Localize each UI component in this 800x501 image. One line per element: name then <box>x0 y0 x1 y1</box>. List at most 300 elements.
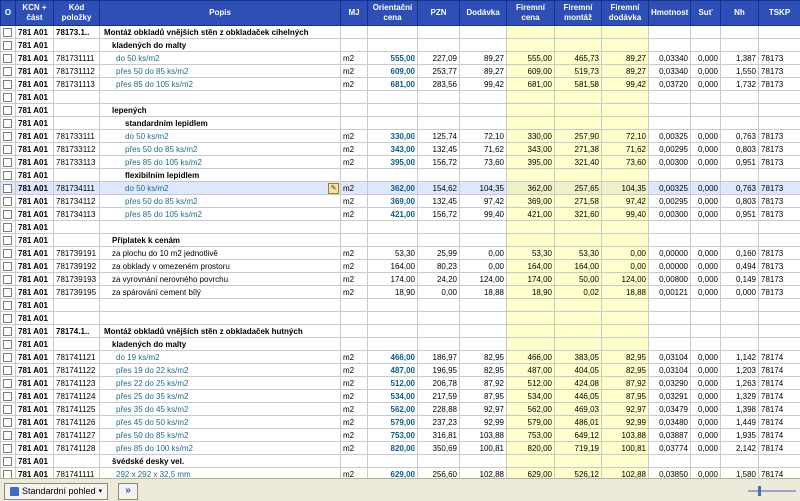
row-checkbox[interactable] <box>1 39 16 52</box>
pzn-cell <box>418 117 460 130</box>
table-row[interactable] <box>1 260 800 273</box>
description-cell: Montáž obkladů vnějších stěn z obkladaček cihelných <box>100 26 341 39</box>
table-row[interactable] <box>1 104 800 117</box>
code-cell: 781739195 <box>54 286 100 299</box>
column-header-hm[interactable]: Hmotnost <box>649 1 691 26</box>
table-row[interactable] <box>1 351 800 364</box>
column-header-fd[interactable]: Firemní dodávka <box>602 1 649 26</box>
orient-cell: 609,00 <box>368 65 418 78</box>
checkbox-icon[interactable] <box>3 431 12 440</box>
fm-cell <box>555 26 602 39</box>
fd-cell <box>602 299 649 312</box>
nh-cell <box>721 117 759 130</box>
tskp-cell: 78173 <box>759 143 800 156</box>
sut-cell: 0,000 <box>691 442 721 455</box>
sut-cell <box>691 234 721 247</box>
description-cell: přes 50 do 85 ks/m2 <box>100 429 341 442</box>
table-row[interactable] <box>1 221 800 234</box>
kcn-cell: 781 A01 <box>16 26 54 39</box>
fm-cell: 469,03 <box>555 403 602 416</box>
mj-cell <box>341 169 368 182</box>
kcn-cell: 781 A01 <box>16 247 54 260</box>
fd-cell: 0,00 <box>602 247 649 260</box>
checkbox-icon[interactable] <box>3 249 12 258</box>
hm-cell <box>649 312 691 325</box>
checkbox-icon[interactable] <box>3 288 12 297</box>
table-row[interactable] <box>1 286 800 299</box>
tskp-cell: 78173 <box>759 52 800 65</box>
pzn-cell: 186,97 <box>418 351 460 364</box>
checkbox-icon[interactable] <box>3 93 12 102</box>
tskp-cell: 78174 <box>759 468 800 479</box>
checkbox-icon[interactable] <box>3 171 12 180</box>
code-cell: 781739193 <box>54 273 100 286</box>
row-checkbox[interactable] <box>1 351 16 364</box>
column-header-fm[interactable]: Firemní montáž <box>555 1 602 26</box>
description-cell: přes 25 do 35 ks/m2 <box>100 390 341 403</box>
pzn-cell: 237,23 <box>418 416 460 429</box>
checkbox-icon[interactable] <box>3 145 12 154</box>
checkbox-icon[interactable] <box>3 67 12 76</box>
dod-cell: 18,88 <box>460 286 507 299</box>
column-header-sut[interactable]: Suť <box>691 1 721 26</box>
checkbox-icon[interactable] <box>3 327 12 336</box>
checkbox-icon[interactable] <box>3 262 12 271</box>
table-row[interactable] <box>1 182 800 195</box>
row-checkbox[interactable] <box>1 52 16 65</box>
nh-cell <box>721 338 759 351</box>
table-row[interactable] <box>1 429 800 442</box>
pzn-cell: 228,88 <box>418 403 460 416</box>
kcn-cell: 781 A01 <box>16 208 54 221</box>
description-cell: přes 50 do 85 ks/m2 <box>100 195 341 208</box>
code-cell <box>54 312 100 325</box>
sut-cell <box>691 221 721 234</box>
hm-cell <box>649 221 691 234</box>
checkbox-icon[interactable] <box>3 353 12 362</box>
column-header-pzn[interactable]: PZN <box>418 1 460 26</box>
column-header-kcn[interactable]: KCN + část <box>16 1 54 26</box>
fm-cell <box>555 39 602 52</box>
row-checkbox[interactable] <box>1 273 16 286</box>
description-cell: za plochu do 10 m2 jednotlivě <box>100 247 341 260</box>
checkbox-icon[interactable] <box>3 470 12 478</box>
sut-cell: 0,000 <box>691 65 721 78</box>
checkbox-icon[interactable] <box>3 418 12 427</box>
zoom-slider[interactable] <box>748 490 796 492</box>
sut-cell: 0,000 <box>691 364 721 377</box>
zoom-slider-thumb[interactable] <box>758 486 761 496</box>
nh-cell <box>721 325 759 338</box>
fd-cell: 100,81 <box>602 442 649 455</box>
checkbox-icon[interactable] <box>3 80 12 89</box>
checkbox-icon[interactable] <box>3 106 12 115</box>
mj-cell: m2 <box>341 130 368 143</box>
row-checkbox[interactable] <box>1 195 16 208</box>
hm-cell <box>649 325 691 338</box>
table-row[interactable] <box>1 169 800 182</box>
checkbox-icon[interactable] <box>3 392 12 401</box>
table-row[interactable] <box>1 455 800 468</box>
table-row[interactable] <box>1 312 800 325</box>
row-checkbox[interactable] <box>1 26 16 39</box>
mj-cell: m2 <box>341 390 368 403</box>
table-row[interactable] <box>1 156 800 169</box>
orient-cell: 466,00 <box>368 351 418 364</box>
table-row[interactable] <box>1 234 800 247</box>
row-checkbox[interactable] <box>1 260 16 273</box>
fm-cell: 257,90 <box>555 130 602 143</box>
tskp-cell <box>759 39 800 52</box>
table-row[interactable] <box>1 39 800 52</box>
column-header-kod[interactable]: Kód položky <box>54 1 100 26</box>
checkbox-icon[interactable] <box>3 158 12 167</box>
hm-cell: 0,03850 <box>649 468 691 479</box>
table-row[interactable] <box>1 273 800 286</box>
fc-cell: 512,00 <box>507 377 555 390</box>
fc-cell: 330,00 <box>507 130 555 143</box>
hm-cell: 0,03104 <box>649 351 691 364</box>
checkbox-icon[interactable] <box>3 457 12 466</box>
table-row[interactable] <box>1 78 800 91</box>
hm-cell: 0,03480 <box>649 416 691 429</box>
fm-cell: 519,73 <box>555 65 602 78</box>
dod-cell: 124,00 <box>460 273 507 286</box>
sut-cell: 0,000 <box>691 247 721 260</box>
mj-cell <box>341 312 368 325</box>
row-checkbox[interactable] <box>1 143 16 156</box>
row-checkbox[interactable] <box>1 286 16 299</box>
kcn-cell: 781 A01 <box>16 234 54 247</box>
row-checkbox[interactable] <box>1 208 16 221</box>
fd-cell <box>602 338 649 351</box>
orient-cell <box>368 91 418 104</box>
row-checkbox[interactable] <box>1 455 16 468</box>
fm-cell: 50,00 <box>555 273 602 286</box>
tskp-cell: 78174 <box>759 442 800 455</box>
column-header-dod[interactable]: Dodávka <box>460 1 507 26</box>
nh-cell: 1,398 <box>721 403 759 416</box>
code-cell <box>54 299 100 312</box>
table-row[interactable] <box>1 403 800 416</box>
fc-cell: 466,00 <box>507 351 555 364</box>
dod-cell: 100,81 <box>460 442 507 455</box>
pzn-cell: 217,59 <box>418 390 460 403</box>
row-checkbox[interactable] <box>1 468 16 479</box>
row-checkbox[interactable] <box>1 403 16 416</box>
row-checkbox[interactable] <box>1 429 16 442</box>
fd-cell: 124,00 <box>602 273 649 286</box>
fm-cell: 424,08 <box>555 377 602 390</box>
row-checkbox[interactable] <box>1 234 16 247</box>
row-checkbox[interactable] <box>1 221 16 234</box>
fc-cell <box>507 299 555 312</box>
pzn-cell: 156,72 <box>418 156 460 169</box>
kcn-cell: 781 A01 <box>16 416 54 429</box>
row-checkbox[interactable] <box>1 156 16 169</box>
row-checkbox[interactable] <box>1 377 16 390</box>
code-cell: 781731112 <box>54 65 100 78</box>
column-header-fc[interactable]: Firemní cena <box>507 1 555 26</box>
description-cell: přes 50 do 85 ks/m2 <box>100 143 341 156</box>
pzn-cell: 156,72 <box>418 208 460 221</box>
checkbox-icon[interactable] <box>3 210 12 219</box>
fm-cell: 321,40 <box>555 156 602 169</box>
row-checkbox[interactable] <box>1 390 16 403</box>
checkbox-icon[interactable] <box>3 197 12 206</box>
row-checkbox[interactable] <box>1 169 16 182</box>
table-row[interactable] <box>1 130 800 143</box>
row-checkbox[interactable] <box>1 91 16 104</box>
sut-cell: 0,000 <box>691 390 721 403</box>
row-checkbox[interactable] <box>1 312 16 325</box>
view-selector-button[interactable] <box>4 483 108 500</box>
tskp-cell <box>759 234 800 247</box>
code-cell <box>54 169 100 182</box>
table-row[interactable] <box>1 416 800 429</box>
table-row[interactable] <box>1 26 800 39</box>
checkbox-icon[interactable] <box>3 405 12 414</box>
table-row[interactable] <box>1 364 800 377</box>
row-checkbox[interactable] <box>1 65 16 78</box>
hm-cell: 0,03340 <box>649 52 691 65</box>
fm-cell: 383,05 <box>555 351 602 364</box>
fc-cell: 534,00 <box>507 390 555 403</box>
orient-cell <box>368 26 418 39</box>
row-checkbox[interactable] <box>1 325 16 338</box>
table-row[interactable] <box>1 325 800 338</box>
view-label: Standardní pohled <box>22 484 96 499</box>
kcn-cell: 781 A01 <box>16 325 54 338</box>
nh-cell <box>721 221 759 234</box>
pzn-cell: 196,95 <box>418 364 460 377</box>
code-cell <box>54 221 100 234</box>
kcn-cell: 781 A01 <box>16 117 54 130</box>
pzn-cell <box>418 312 460 325</box>
checkbox-icon[interactable] <box>3 314 12 323</box>
kcn-cell: 781 A01 <box>16 39 54 52</box>
row-checkbox[interactable] <box>1 299 16 312</box>
fm-cell: 465,73 <box>555 52 602 65</box>
pzn-cell <box>418 39 460 52</box>
mj-cell: m2 <box>341 403 368 416</box>
table-row[interactable] <box>1 377 800 390</box>
dod-cell: 102,88 <box>460 468 507 479</box>
checkbox-icon[interactable] <box>3 223 12 232</box>
fd-cell: 89,27 <box>602 52 649 65</box>
tskp-cell: 78173 <box>759 195 800 208</box>
fm-cell <box>555 169 602 182</box>
column-header-mj[interactable]: MJ <box>341 1 368 26</box>
table-row[interactable] <box>1 442 800 455</box>
fm-cell <box>555 312 602 325</box>
pzn-cell <box>418 221 460 234</box>
kcn-cell: 781 A01 <box>16 130 54 143</box>
dod-cell: 97,42 <box>460 195 507 208</box>
edit-icon[interactable]: ✎ <box>328 183 339 194</box>
orient-cell: 343,00 <box>368 143 418 156</box>
fc-cell <box>507 312 555 325</box>
checkbox-icon[interactable] <box>3 301 12 310</box>
orient-cell: 395,00 <box>368 156 418 169</box>
sut-cell <box>691 299 721 312</box>
hm-cell: 0,00800 <box>649 273 691 286</box>
table-row[interactable] <box>1 143 800 156</box>
checkbox-icon[interactable] <box>3 132 12 141</box>
row-checkbox[interactable] <box>1 117 16 130</box>
sut-cell: 0,000 <box>691 416 721 429</box>
next-button[interactable]: » <box>118 483 138 500</box>
pzn-cell: 154,62 <box>418 182 460 195</box>
description-cell: přes 85 do 105 ks/m2 <box>100 78 341 91</box>
table-row[interactable] <box>1 468 800 479</box>
fc-cell: 487,00 <box>507 364 555 377</box>
fc-cell <box>507 91 555 104</box>
hm-cell <box>649 91 691 104</box>
row-checkbox[interactable] <box>1 182 16 195</box>
hm-cell: 0,00000 <box>649 260 691 273</box>
pzn-cell <box>418 91 460 104</box>
dod-cell <box>460 455 507 468</box>
column-header-orient[interactable]: Orientační cena <box>368 1 418 26</box>
tskp-cell: 78174 <box>759 364 800 377</box>
table-row[interactable] <box>1 65 800 78</box>
table-row[interactable] <box>1 52 800 65</box>
orient-cell <box>368 299 418 312</box>
description-cell: za vyrovnání nerovného povrchu <box>100 273 341 286</box>
column-header-tskp[interactable]: TSKP <box>759 1 800 26</box>
orient-cell: 555,00 <box>368 52 418 65</box>
row-checkbox[interactable] <box>1 442 16 455</box>
kcn-cell: 781 A01 <box>16 455 54 468</box>
checkbox-icon[interactable] <box>3 28 12 37</box>
tskp-cell <box>759 91 800 104</box>
row-checkbox[interactable] <box>1 78 16 91</box>
orient-cell <box>368 338 418 351</box>
table-row[interactable] <box>1 195 800 208</box>
nh-cell <box>721 104 759 117</box>
table-row[interactable] <box>1 247 800 260</box>
fc-cell: 53,30 <box>507 247 555 260</box>
fc-cell: 753,00 <box>507 429 555 442</box>
fd-cell <box>602 26 649 39</box>
code-cell: 78173.1.. <box>54 26 100 39</box>
table-row[interactable] <box>1 117 800 130</box>
checkbox-icon[interactable] <box>3 54 12 63</box>
row-checkbox[interactable] <box>1 247 16 260</box>
hm-cell: 0,00121 <box>649 286 691 299</box>
checkbox-icon[interactable] <box>3 379 12 388</box>
dod-cell: 104,35 <box>460 182 507 195</box>
tskp-cell: 78173 <box>759 130 800 143</box>
fm-cell <box>555 325 602 338</box>
checkbox-icon[interactable] <box>3 366 12 375</box>
sut-cell <box>691 91 721 104</box>
hm-cell: 0,00295 <box>649 195 691 208</box>
tskp-cell <box>759 26 800 39</box>
mj-cell: m2 <box>341 468 368 479</box>
checkbox-icon[interactable] <box>3 275 12 284</box>
column-header-popis[interactable]: Popis <box>100 1 341 26</box>
nh-cell: 0,951 <box>721 156 759 169</box>
table-row[interactable] <box>1 91 800 104</box>
fm-cell: 526,12 <box>555 468 602 479</box>
code-cell <box>54 234 100 247</box>
table-row[interactable] <box>1 299 800 312</box>
description-cell: přes 22 do 25 ks/m2 <box>100 377 341 390</box>
row-checkbox[interactable] <box>1 104 16 117</box>
description-cell: Příplatek k cenám <box>100 234 341 247</box>
description-cell: kladených do malty <box>100 338 341 351</box>
checkbox-icon[interactable] <box>3 184 12 193</box>
tskp-cell: 78174 <box>759 351 800 364</box>
fm-cell: 164,00 <box>555 260 602 273</box>
checkbox-icon[interactable] <box>3 41 12 50</box>
checkbox-icon[interactable] <box>3 444 12 453</box>
orient-cell: 579,00 <box>368 416 418 429</box>
pzn-cell: 350,69 <box>418 442 460 455</box>
checkbox-icon[interactable] <box>3 119 12 128</box>
orient-cell: 487,00 <box>368 364 418 377</box>
sut-cell: 0,000 <box>691 195 721 208</box>
orient-cell: 534,00 <box>368 390 418 403</box>
row-checkbox[interactable] <box>1 130 16 143</box>
description-cell: do 50 ks/m2 ✎ <box>100 182 341 195</box>
dod-cell: 103,88 <box>460 429 507 442</box>
sut-cell: 0,000 <box>691 208 721 221</box>
code-cell <box>54 455 100 468</box>
tskp-cell <box>759 221 800 234</box>
row-checkbox[interactable] <box>1 364 16 377</box>
nh-cell: 1,935 <box>721 429 759 442</box>
hm-cell: 0,00300 <box>649 208 691 221</box>
fd-cell: 89,27 <box>602 65 649 78</box>
tskp-cell: 78173 <box>759 65 800 78</box>
code-cell: 78174.1.. <box>54 325 100 338</box>
pzn-cell: 132,45 <box>418 195 460 208</box>
checkbox-icon[interactable] <box>3 340 12 349</box>
fm-cell <box>555 234 602 247</box>
hm-cell <box>649 39 691 52</box>
column-header-o[interactable]: O <box>1 1 16 26</box>
description-cell: přes 85 do 105 ks/m2 <box>100 208 341 221</box>
orient-cell <box>368 221 418 234</box>
chevron-down-icon: ▾ <box>99 484 103 499</box>
dod-cell <box>460 338 507 351</box>
fc-cell: 681,00 <box>507 78 555 91</box>
mj-cell <box>341 26 368 39</box>
fm-cell: 486,01 <box>555 416 602 429</box>
description-cell: přes 45 do 50 ks/m2 <box>100 416 341 429</box>
checkbox-icon[interactable] <box>3 236 12 245</box>
code-cell: 781741111 <box>54 468 100 479</box>
table-row[interactable] <box>1 208 800 221</box>
description-cell: lepených <box>100 104 341 117</box>
mj-cell <box>341 117 368 130</box>
dod-cell <box>460 91 507 104</box>
kcn-cell: 781 A01 <box>16 195 54 208</box>
tskp-cell <box>759 169 800 182</box>
table-row[interactable] <box>1 338 800 351</box>
column-header-nh[interactable]: Nh <box>721 1 759 26</box>
row-checkbox[interactable] <box>1 416 16 429</box>
sut-cell <box>691 325 721 338</box>
nh-cell: 1,580 <box>721 468 759 479</box>
description-cell: Montáž obkladů vnějších stěn z obkladaček hutných <box>100 325 341 338</box>
pzn-cell <box>418 104 460 117</box>
row-checkbox[interactable] <box>1 338 16 351</box>
table-row[interactable] <box>1 390 800 403</box>
